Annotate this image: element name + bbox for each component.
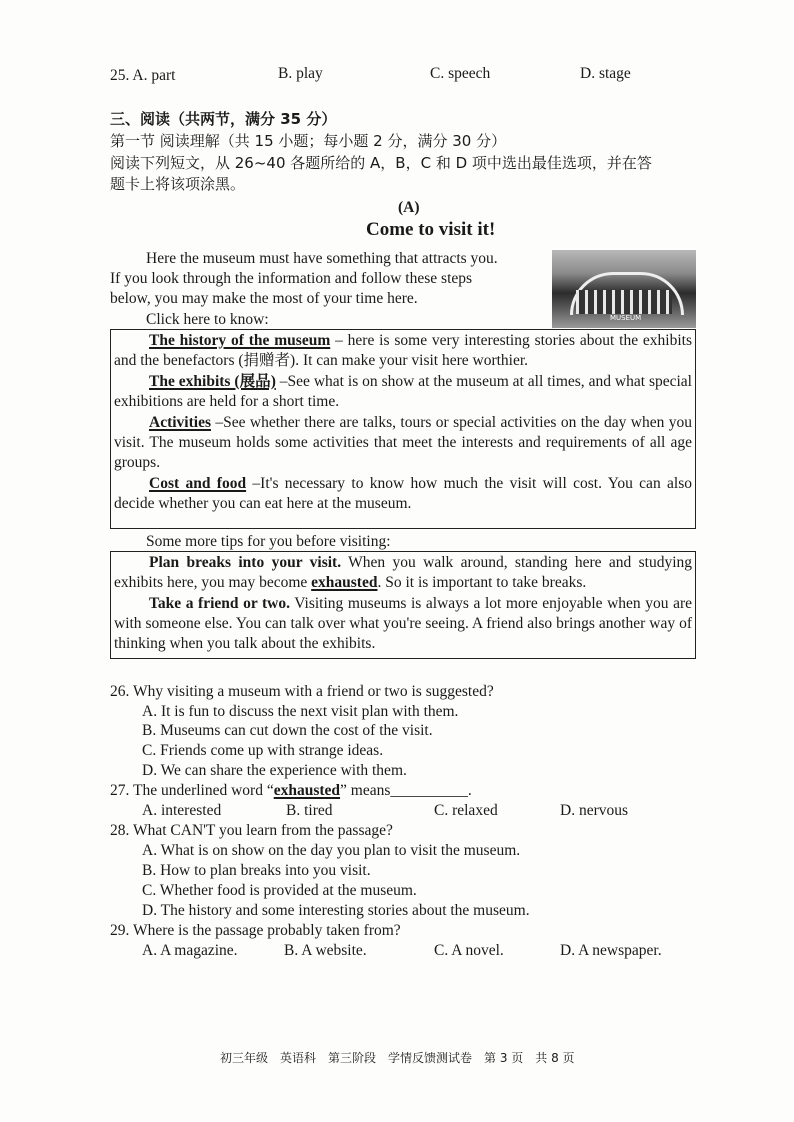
history-heading: The history of the museum	[149, 332, 331, 349]
q25-option-b: B. play	[278, 65, 323, 82]
q29-option-c: C. A novel.	[434, 942, 504, 959]
q27-stem	[110, 781, 472, 801]
q28-option-d: D. The history and some interesting stories about the museum.	[142, 902, 530, 919]
q29-option-d: D. A newspaper.	[560, 942, 662, 959]
section-part: 第一节 阅读理解（共 15 小题；每小题 2 分，满分 30 分）	[110, 132, 507, 150]
q27-option-a: A. interested	[142, 802, 222, 819]
passage-label: (A)	[398, 199, 420, 216]
activities-heading: Activities	[149, 414, 211, 431]
exhausted-word: exhausted	[311, 574, 378, 591]
friend-text: Visiting museums is always a lot more enjoyable when you are with someone else. You can talk over what you're seeing. A friend also brings another way of thinking when you talk about the exhibits.	[114, 595, 692, 652]
q29-option-b: B. A website.	[284, 942, 367, 959]
q27-word: exhausted	[273, 782, 341, 799]
tips-intro: Some more tips for you before visiting:	[146, 533, 391, 550]
museum-photo	[552, 250, 696, 328]
section-title: 三、阅读（共两节，满分 35 分）	[110, 110, 337, 128]
q26-stem: 26. Why visiting a museum with a friend or two is suggested?	[110, 683, 494, 700]
exhibits-heading: The exhibits (展品)	[149, 373, 276, 390]
q28-stem: 28. What CAN'T you learn from the passage?	[110, 822, 393, 839]
page-footer: 初三年级 英语科 第三阶段 学情反馈测试卷 第 3 页 共 8 页	[220, 1051, 575, 1065]
museum-columns-shape	[576, 290, 672, 314]
q26-option-d: D. We can share the experience with them.	[142, 762, 407, 779]
q28-option-a: A. What is on show on the day you plan to visit the museum.	[142, 842, 521, 859]
info-cost-food	[114, 474, 692, 514]
q26-option-a: A. It is fun to discuss the next visit plan with them.	[142, 703, 459, 720]
q25-option-c: C. speech	[430, 65, 491, 82]
q27-stem-pre: 27. The underlined word “	[110, 782, 274, 799]
q27-stem-post: ” means__________.	[340, 782, 472, 799]
info-history	[114, 331, 692, 371]
q25-option-d: D. stage	[580, 65, 631, 82]
breaks-text-b: . So it is important to take breaks.	[377, 574, 587, 591]
q27-option-d: D. nervous	[560, 802, 629, 819]
info-activities	[114, 413, 692, 473]
section-instruction-1: 阅读下列短文，从 26~40 各题所给的 A，B，C 和 D 项中选出最佳选项，并在答	[110, 154, 652, 172]
passage-title: Come to visit it!	[366, 219, 496, 240]
q26-option-c: C. Friends come up with strange ideas.	[142, 742, 384, 759]
cost-food-heading: Cost and food	[149, 475, 247, 492]
tips-box	[110, 551, 696, 659]
exhibits-text: –See what is on show at the museum at all times, and what special exhibitions are held for a short time.	[114, 373, 692, 410]
intro-line-2: If you look through the information and follow these steps	[110, 270, 473, 287]
info-box	[110, 329, 696, 529]
q29-stem: 29. Where is the passage probably taken from?	[110, 922, 401, 939]
museum-sign: MUSEUM	[610, 314, 642, 322]
cost-food-text: –It's necessary to know how much the visit will cost. You can also decide whether you can eat here at the museum.	[114, 475, 692, 512]
tip-breaks	[114, 553, 692, 593]
friend-heading: Take a friend or two.	[149, 595, 290, 612]
q29-option-a: A. A magazine.	[142, 942, 238, 959]
breaks-heading: Plan breaks into your visit.	[149, 554, 342, 571]
q28-option-b: B. How to plan breaks into you visit.	[142, 862, 371, 879]
q25-option-a: 25. A. part	[110, 67, 176, 84]
info-exhibits	[114, 372, 692, 412]
section-instruction-2: 题卡上将该项涂黑。	[110, 175, 246, 193]
q26-option-b: B. Museums can cut down the cost of the visit.	[142, 722, 433, 739]
q28-option-c: C. Whether food is provided at the museum.	[142, 882, 417, 899]
activities-text: –See whether there are talks, tours or special activities on the day when you visit. The museum holds some activities that meet the interests and requirements of all age groups.	[114, 414, 692, 471]
q27-option-b: B. tired	[286, 802, 333, 819]
intro-line-3: below, you may make the most of your time here.	[110, 290, 418, 307]
q27-option-c: C. relaxed	[434, 802, 498, 819]
breaks-text-a: When you walk around, standing here and studying exhibits here, you may become	[114, 554, 692, 591]
tip-friend	[114, 594, 692, 654]
history-text: – here is some very interesting stories about the exhibits and the benefactors (捐赠者). It can make your visit here worthier.	[114, 332, 692, 369]
intro-line-1: Here the museum must have something that attracts you.	[146, 250, 498, 267]
click-here-text: Click here to know:	[146, 311, 269, 328]
